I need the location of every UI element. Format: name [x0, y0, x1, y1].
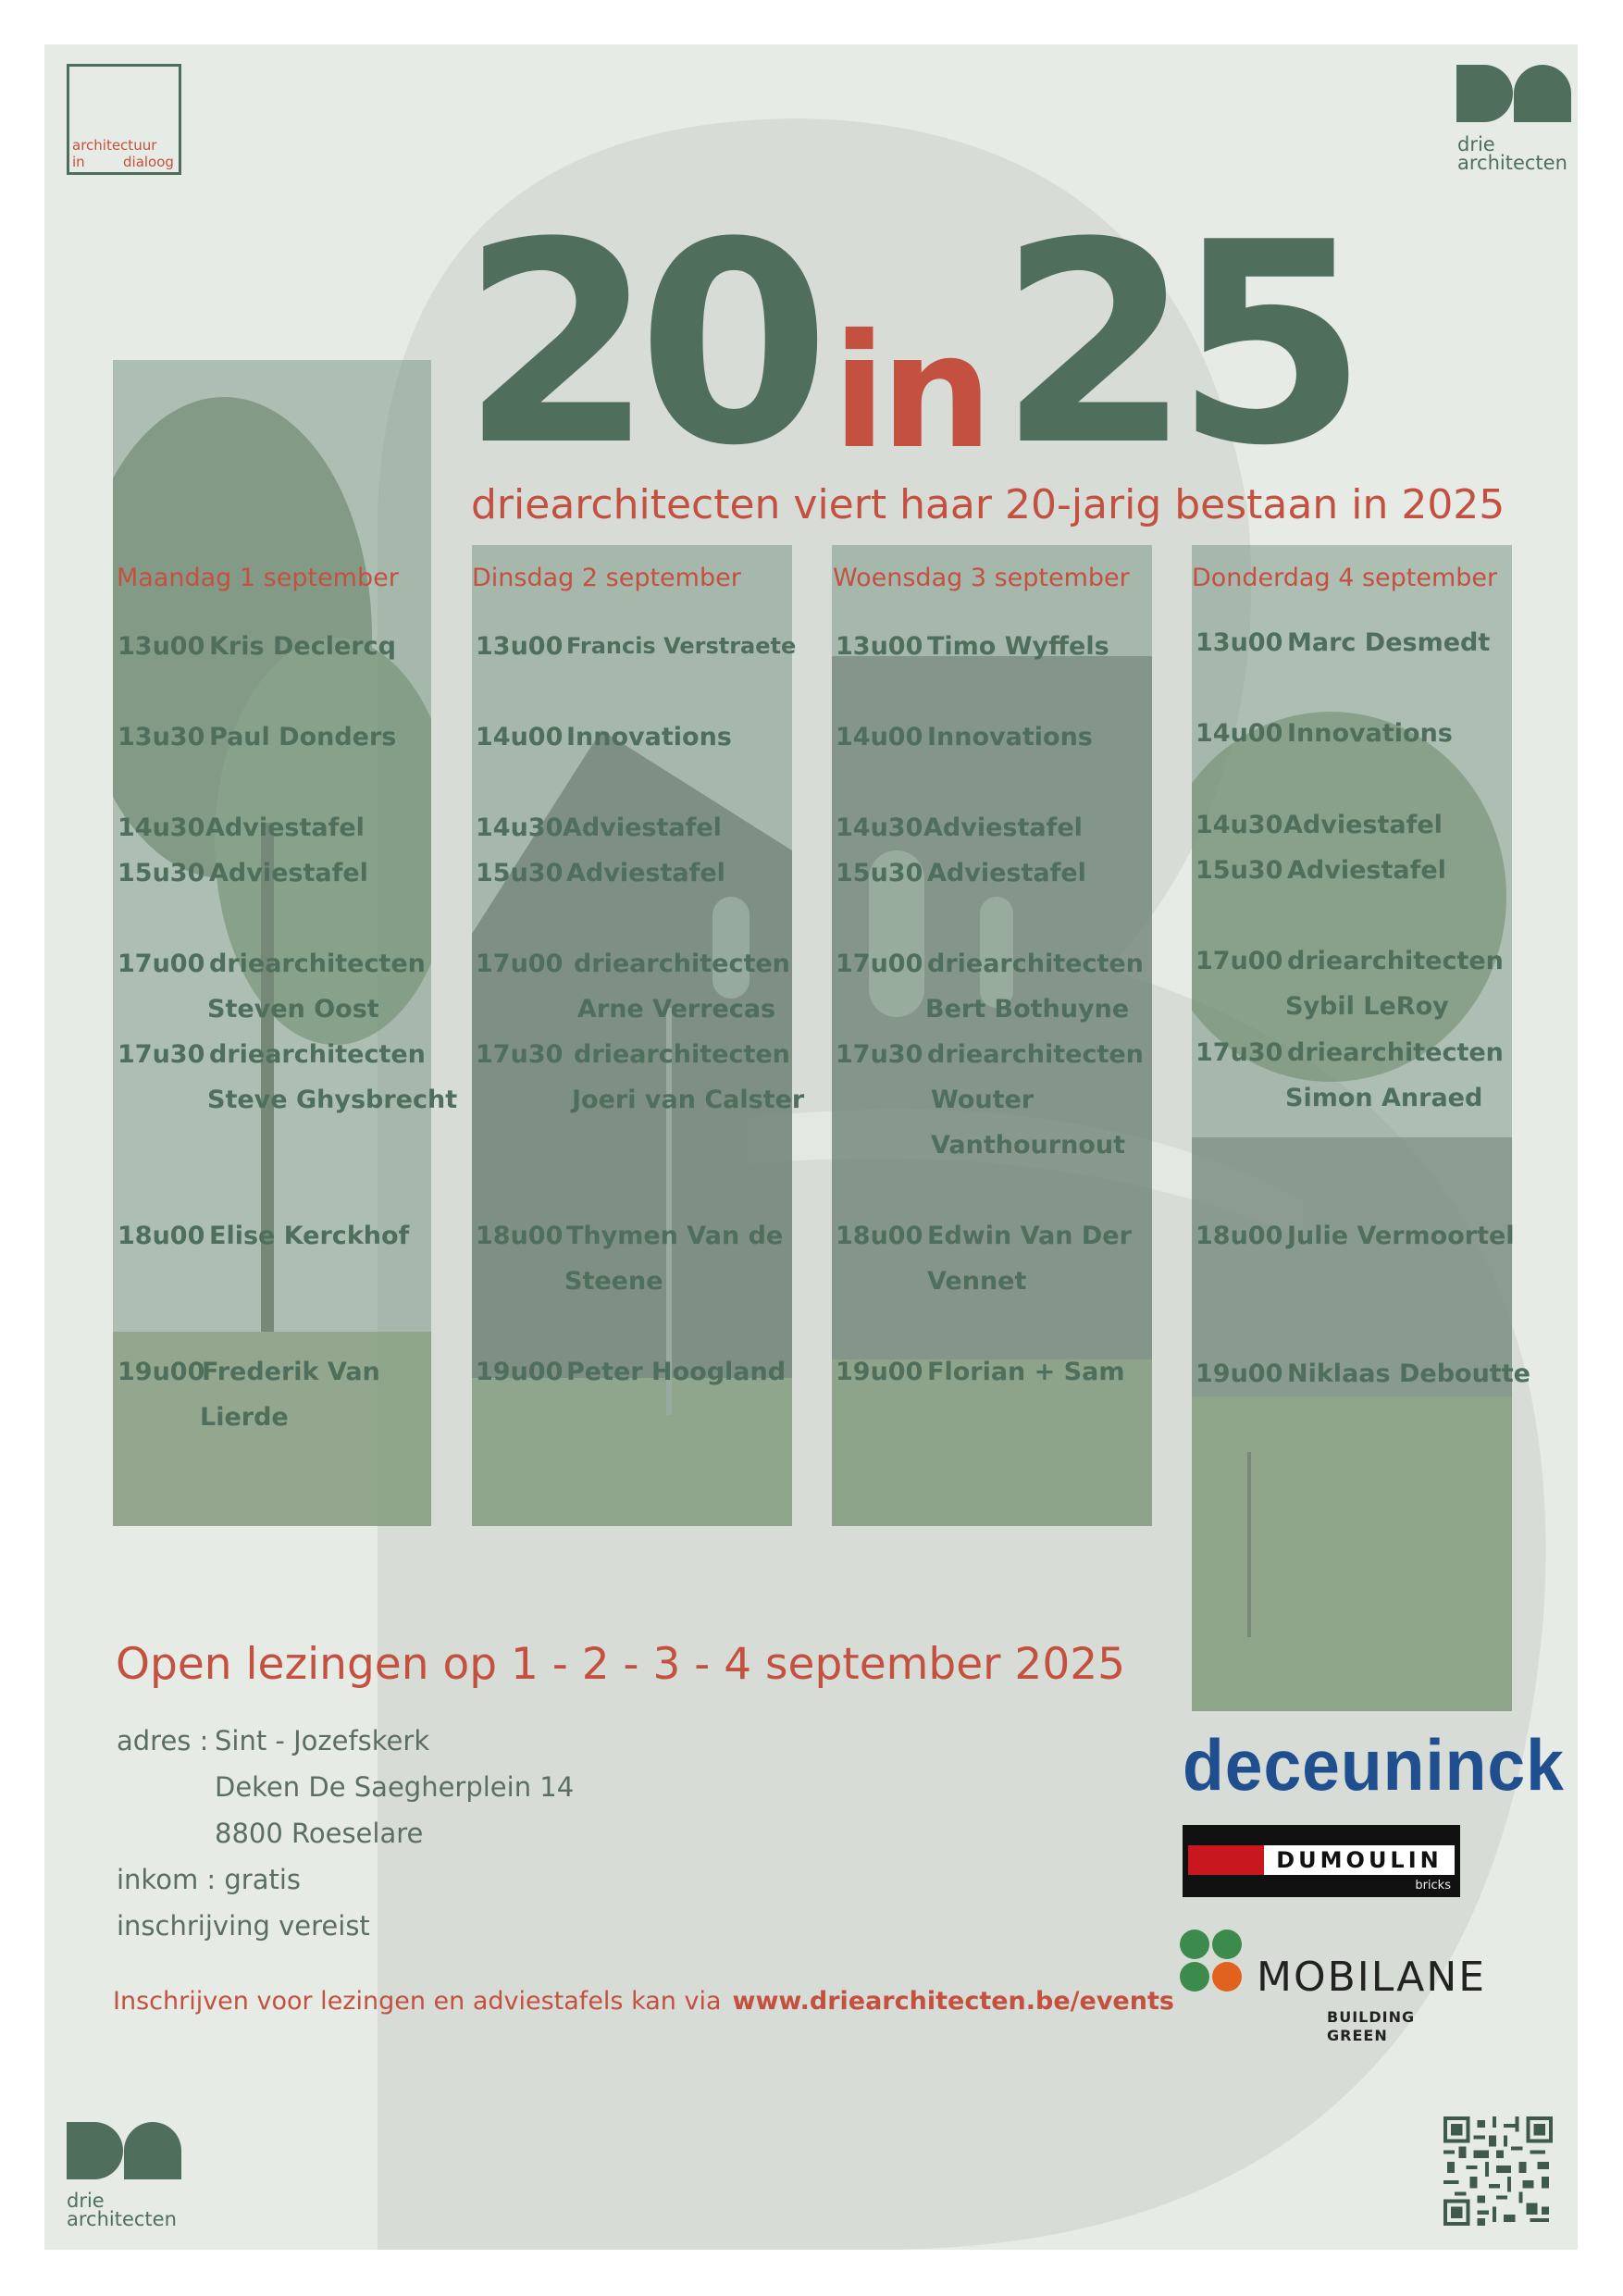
day-2-event-4: 15u30 Adviestafel: [476, 859, 725, 887]
day-1-event-5: 17u00 driearchitecten Steven Oost: [118, 949, 426, 1024]
dumoulin-wordmark: DUMOULIN: [1264, 1845, 1455, 1875]
day-2-event-1: 13u00 Francis Verstraete: [476, 632, 797, 661]
day-4-event-4: 15u30 Adviestafel: [1196, 856, 1446, 885]
day-1-event-8: 19u00 Frederik Van Lierde: [118, 1358, 380, 1432]
da-logo-architecten: architecten: [1457, 152, 1567, 174]
deceuninck-logo: deceuninck: [1183, 1724, 1565, 1806]
da-logo-icon: [1456, 65, 1571, 122]
address-line-3: 8800 Roeselare: [215, 1818, 424, 1849]
day-3-event-7: 18u00 Edwin Van Der Vennet: [836, 1222, 1132, 1296]
da-logo-bottom-drie: drie: [67, 2190, 105, 2212]
da-logo-bottom-icon: [67, 2122, 181, 2179]
day-3-event-5: 17u00 driearchitecten Bert Bothuyne: [836, 949, 1144, 1024]
day-2-event-3: 14u30 Adviestafel: [476, 813, 722, 842]
day-1-label: Maandag 1 september: [117, 564, 399, 592]
da-logo-drie: drie: [1457, 133, 1495, 155]
day-3-event-3: 14u30 Adviestafel: [836, 813, 1083, 842]
logo-aid-in: in: [72, 154, 85, 170]
address-line-1: Sint - Jozefskerk: [215, 1725, 430, 1756]
register-text: Inschrijven voor lezingen en adviestafels kan via: [113, 1987, 722, 2016]
day-1-event-3: 14u30 Adviestafel: [118, 813, 365, 842]
day-4-event-2: 14u00 Innovations: [1196, 719, 1453, 748]
registration-info: inschrijving vereist: [117, 1910, 370, 1942]
day-3-event-2: 14u00 Innovations: [836, 723, 1093, 751]
register-url-link[interactable]: www.driearchitecten.be/events: [732, 1987, 1174, 2016]
mobilane-dots-icon: [1179, 1929, 1244, 1993]
architectuur-in-dialoog-logo: [67, 64, 181, 175]
dumoulin-logo: [1183, 1825, 1460, 1897]
mobilane-logo: [1179, 1929, 1487, 2044]
day-4-event-7: 18u00 Julie Vermoortel: [1196, 1222, 1515, 1250]
mobilane-tagline: BUILDING GREEN: [1327, 2008, 1416, 2044]
entry-info: inkom : gratis: [117, 1864, 302, 1895]
day-2-event-2: 14u00 Innovations: [476, 723, 732, 751]
dumoulin-red-block: [1188, 1845, 1264, 1875]
da-logo-bottom-architecten: architecten: [67, 2208, 177, 2230]
day-1-event-2: 13u30 Paul Donders: [118, 723, 397, 751]
main-title: [461, 183, 1352, 506]
day-1-event-4: 15u30 Adviestafel: [118, 859, 368, 887]
day-4-event-6: 17u30 driearchitecten Simon Anraed: [1196, 1038, 1504, 1112]
qr-code-icon[interactable]: [1443, 2116, 1553, 2226]
day-4-event-5: 17u00 driearchitecten Sybil LeRoy: [1196, 947, 1504, 1021]
day-3-label: Woensdag 3 september: [833, 564, 1130, 592]
day-4-event-1: 13u00 Marc Desmedt: [1196, 628, 1491, 657]
subtitle: driearchitecten viert haar 20-jarig bestaan in 2025: [471, 481, 1505, 528]
address-label: adres :: [117, 1725, 209, 1756]
day-1-event-6: 17u30 driearchitecten Steve Ghysbrecht: [118, 1040, 458, 1114]
dumoulin-sub: bricks: [1415, 1879, 1451, 1893]
logo-aid-line1: architectuur: [72, 137, 157, 154]
register-line: [113, 1985, 1174, 2018]
day-2-label: Dinsdag 2 september: [472, 564, 741, 592]
logo-aid-dialoog: dialoog: [123, 154, 174, 170]
mobilane-wordmark: MOBILANE: [1257, 1954, 1487, 2001]
day-3-event-4: 15u30 Adviestafel: [836, 859, 1086, 887]
day-4-label: Donderdag 4 september: [1192, 564, 1498, 592]
day-2-event-8: 19u00 Peter Hoogland: [476, 1358, 787, 1386]
day-1-event-7: 18u00 Elise Kerckhof: [118, 1222, 410, 1250]
day-4-event-3: 14u30 Adviestafel: [1196, 811, 1443, 839]
day-1-event-1: 13u00 Kris Declercq: [118, 632, 396, 661]
open-lectures-heading: Open lezingen op 1 - 2 - 3 - 4 september 2025: [116, 1639, 1126, 1690]
day-2-event-6: 17u30 driearchitecten Joeri van Calster: [476, 1040, 805, 1114]
day-2-event-5: 17u00 driearchitecten Arne Verrecas: [476, 949, 790, 1024]
address-line-2: Deken De Saegherplein 14: [215, 1771, 575, 1803]
day-3-event-6: 17u30 driearchitecten Wouter Vanthournout: [836, 1040, 1144, 1160]
title-20: 20: [461, 183, 814, 506]
day-3-event-8: 19u00 Florian + Sam: [836, 1358, 1125, 1386]
title-in: in: [832, 301, 987, 484]
day-2-event-7: 18u00 Thymen Van de Steene: [476, 1222, 784, 1296]
title-25: 25: [997, 183, 1352, 506]
poster: [44, 44, 1578, 2250]
day-3-event-1: 13u00 Timo Wyffels: [836, 632, 1109, 661]
day-4-event-8: 19u00 Niklaas Deboutte: [1196, 1359, 1530, 1388]
